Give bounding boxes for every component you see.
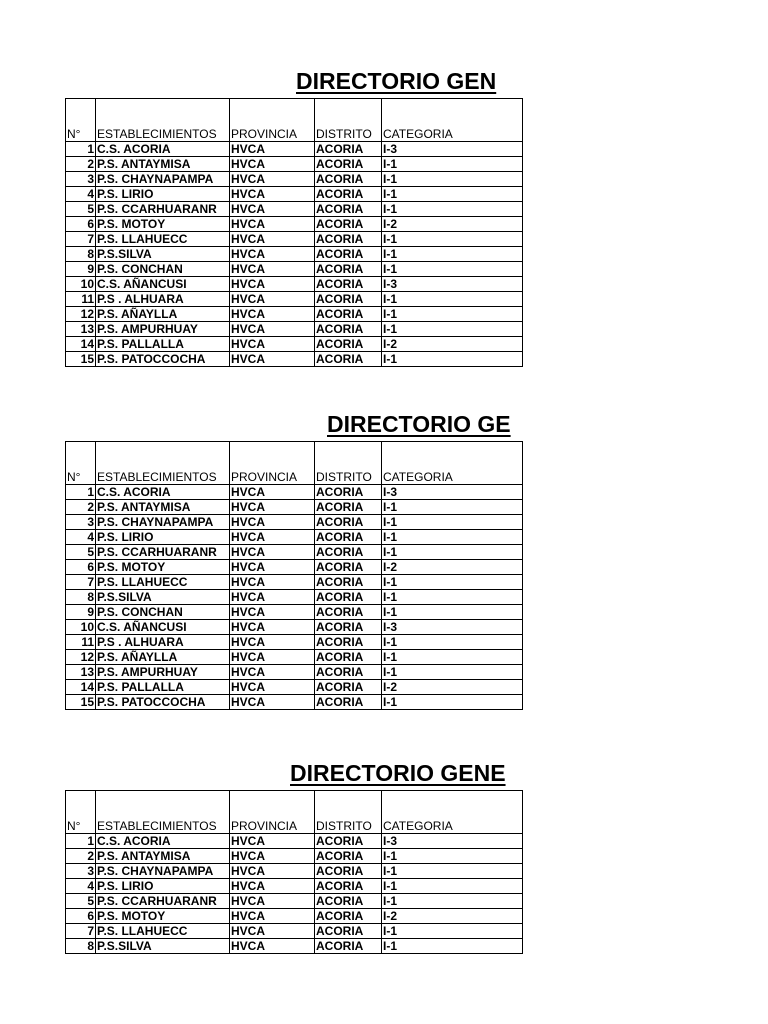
number-cell: 3 — [66, 864, 96, 879]
table-row — [66, 650, 523, 665]
directory-table — [65, 98, 523, 367]
header-number: N° — [66, 442, 96, 485]
category-cell: I-1 — [382, 292, 523, 307]
establishment-cell: P.S. ANTAYMISA — [96, 500, 230, 515]
section-title: DIRECTORIO GENE — [290, 760, 506, 786]
category-cell: I-1 — [382, 352, 523, 367]
province-cell: HVCA — [230, 894, 315, 909]
table-row — [66, 924, 523, 939]
province-cell: HVCA — [230, 172, 315, 187]
province-cell: HVCA — [230, 864, 315, 879]
establishment-cell: C.S. ACORIA — [96, 142, 230, 157]
number-cell: 11 — [66, 292, 96, 307]
province-cell: HVCA — [230, 680, 315, 695]
district-cell: ACORIA — [315, 575, 382, 590]
district-cell: ACORIA — [315, 590, 382, 605]
province-cell: HVCA — [230, 202, 315, 217]
establishment-cell: P.S. AÑAYLLA — [96, 307, 230, 322]
district-cell: ACORIA — [315, 217, 382, 232]
establishment-cell: P.S. PALLALLA — [96, 680, 230, 695]
table-row — [66, 894, 523, 909]
number-cell: 10 — [66, 620, 96, 635]
header-category: CATEGORIA — [382, 99, 523, 142]
province-cell: HVCA — [230, 307, 315, 322]
number-cell: 6 — [66, 909, 96, 924]
category-cell: I-1 — [382, 605, 523, 620]
province-cell: HVCA — [230, 515, 315, 530]
number-cell: 13 — [66, 322, 96, 337]
category-cell: I-1 — [382, 187, 523, 202]
category-cell: I-2 — [382, 560, 523, 575]
establishment-cell: C.S. ACORIA — [96, 485, 230, 500]
establishment-cell: P.S. PALLALLA — [96, 337, 230, 352]
province-cell: HVCA — [230, 909, 315, 924]
number-cell: 4 — [66, 879, 96, 894]
number-cell: 1 — [66, 834, 96, 849]
establishment-cell: P.S. ANTAYMISA — [96, 157, 230, 172]
table-header-row — [66, 791, 523, 834]
header-establishments: ESTABLECIMIENTOS — [96, 99, 230, 142]
establishment-cell: P.S.SILVA — [96, 590, 230, 605]
header-district: DISTRITO — [315, 99, 382, 142]
number-cell: 3 — [66, 515, 96, 530]
category-cell: I-1 — [382, 939, 523, 954]
category-cell: I-3 — [382, 620, 523, 635]
number-cell: 7 — [66, 575, 96, 590]
number-cell: 9 — [66, 262, 96, 277]
number-cell: 2 — [66, 500, 96, 515]
district-cell: ACORIA — [315, 202, 382, 217]
table-row — [66, 247, 523, 262]
category-cell: I-1 — [382, 545, 523, 560]
table-row — [66, 864, 523, 879]
province-cell: HVCA — [230, 247, 315, 262]
district-cell: ACORIA — [315, 187, 382, 202]
establishment-cell: P.S. PATOCCOCHA — [96, 352, 230, 367]
establishment-cell: P.S. MOTOY — [96, 217, 230, 232]
district-cell: ACORIA — [315, 650, 382, 665]
establishment-cell: P.S.SILVA — [96, 247, 230, 262]
category-cell: I-2 — [382, 680, 523, 695]
establishment-cell: P.S. LLAHUECC — [96, 232, 230, 247]
district-cell: ACORIA — [315, 635, 382, 650]
directory-section-3 — [65, 760, 522, 954]
number-cell: 4 — [66, 187, 96, 202]
district-cell: ACORIA — [315, 924, 382, 939]
establishment-cell: C.S. ACORIA — [96, 834, 230, 849]
district-cell: ACORIA — [315, 894, 382, 909]
district-cell: ACORIA — [315, 680, 382, 695]
table-row — [66, 879, 523, 894]
table-row — [66, 292, 523, 307]
table-row — [66, 560, 523, 575]
number-cell: 7 — [66, 232, 96, 247]
header-province: PROVINCIA — [230, 442, 315, 485]
number-cell: 14 — [66, 680, 96, 695]
number-cell: 2 — [66, 849, 96, 864]
table-row — [66, 620, 523, 635]
category-cell: I-1 — [382, 924, 523, 939]
province-cell: HVCA — [230, 322, 315, 337]
category-cell: I-1 — [382, 262, 523, 277]
district-cell: ACORIA — [315, 307, 382, 322]
establishment-cell: P.S . ALHUARA — [96, 292, 230, 307]
number-cell: 11 — [66, 635, 96, 650]
table-row — [66, 337, 523, 352]
district-cell: ACORIA — [315, 232, 382, 247]
category-cell: I-1 — [382, 590, 523, 605]
province-cell: HVCA — [230, 849, 315, 864]
table-row — [66, 352, 523, 367]
province-cell: HVCA — [230, 352, 315, 367]
establishment-cell: P.S. ANTAYMISA — [96, 849, 230, 864]
section-title-wrap — [65, 411, 522, 441]
province-cell: HVCA — [230, 500, 315, 515]
province-cell: HVCA — [230, 337, 315, 352]
establishment-cell: P.S. CHAYNAPAMPA — [96, 515, 230, 530]
category-cell: I-1 — [382, 515, 523, 530]
header-establishments: ESTABLECIMIENTOS — [96, 442, 230, 485]
category-cell: I-3 — [382, 142, 523, 157]
establishment-cell: C.S. AÑANCUSI — [96, 620, 230, 635]
establishment-cell: P.S. CCARHUARANR — [96, 894, 230, 909]
table-row — [66, 590, 523, 605]
establishment-cell: P.S. LIRIO — [96, 879, 230, 894]
table-row — [66, 202, 523, 217]
category-cell: I-1 — [382, 307, 523, 322]
district-cell: ACORIA — [315, 262, 382, 277]
table-row — [66, 909, 523, 924]
category-cell: I-2 — [382, 217, 523, 232]
category-cell: I-2 — [382, 337, 523, 352]
category-cell: I-1 — [382, 635, 523, 650]
district-cell: ACORIA — [315, 292, 382, 307]
header-province: PROVINCIA — [230, 99, 315, 142]
table-row — [66, 217, 523, 232]
establishment-cell: P.S. MOTOY — [96, 909, 230, 924]
establishment-cell: P.S. AMPURHUAY — [96, 322, 230, 337]
establishment-cell: P.S. PATOCCOCHA — [96, 695, 230, 710]
establishment-cell: P.S . ALHUARA — [96, 635, 230, 650]
table-row — [66, 834, 523, 849]
number-cell: 15 — [66, 352, 96, 367]
category-cell: I-1 — [382, 247, 523, 262]
category-cell: I-2 — [382, 909, 523, 924]
table-row — [66, 515, 523, 530]
establishment-cell: P.S. MOTOY — [96, 560, 230, 575]
category-cell: I-1 — [382, 575, 523, 590]
province-cell: HVCA — [230, 939, 315, 954]
province-cell: HVCA — [230, 292, 315, 307]
table-row — [66, 187, 523, 202]
number-cell: 6 — [66, 217, 96, 232]
directory-table — [65, 790, 523, 954]
number-cell: 13 — [66, 665, 96, 680]
category-cell: I-3 — [382, 834, 523, 849]
category-cell: I-1 — [382, 232, 523, 247]
table-row — [66, 939, 523, 954]
province-cell: HVCA — [230, 530, 315, 545]
number-cell: 1 — [66, 142, 96, 157]
category-cell: I-1 — [382, 322, 523, 337]
table-row — [66, 485, 523, 500]
province-cell: HVCA — [230, 262, 315, 277]
province-cell: HVCA — [230, 157, 315, 172]
header-category: CATEGORIA — [382, 442, 523, 485]
table-row — [66, 605, 523, 620]
number-cell: 10 — [66, 277, 96, 292]
district-cell: ACORIA — [315, 849, 382, 864]
section-title: DIRECTORIO GE — [327, 411, 511, 437]
table-row — [66, 680, 523, 695]
establishment-cell: P.S. LLAHUECC — [96, 575, 230, 590]
establishment-cell: P.S. CHAYNAPAMPA — [96, 172, 230, 187]
district-cell: ACORIA — [315, 352, 382, 367]
district-cell: ACORIA — [315, 172, 382, 187]
category-cell: I-1 — [382, 864, 523, 879]
table-row — [66, 277, 523, 292]
province-cell: HVCA — [230, 834, 315, 849]
number-cell: 6 — [66, 560, 96, 575]
establishment-cell: P.S. CHAYNAPAMPA — [96, 864, 230, 879]
province-cell: HVCA — [230, 605, 315, 620]
district-cell: ACORIA — [315, 909, 382, 924]
number-cell: 7 — [66, 924, 96, 939]
number-cell: 9 — [66, 605, 96, 620]
establishment-cell: C.S. AÑANCUSI — [96, 277, 230, 292]
district-cell: ACORIA — [315, 695, 382, 710]
district-cell: ACORIA — [315, 939, 382, 954]
province-cell: HVCA — [230, 924, 315, 939]
number-cell: 2 — [66, 157, 96, 172]
province-cell: HVCA — [230, 575, 315, 590]
province-cell: HVCA — [230, 695, 315, 710]
establishment-cell: P.S.SILVA — [96, 939, 230, 954]
establishment-cell: P.S. CCARHUARANR — [96, 202, 230, 217]
table-row — [66, 142, 523, 157]
header-number: N° — [66, 791, 96, 834]
province-cell: HVCA — [230, 485, 315, 500]
number-cell: 15 — [66, 695, 96, 710]
province-cell: HVCA — [230, 620, 315, 635]
section-title-wrap — [65, 760, 522, 790]
directory-section-1 — [65, 68, 522, 367]
table-header-row — [66, 99, 523, 142]
category-cell: I-1 — [382, 879, 523, 894]
number-cell: 8 — [66, 590, 96, 605]
category-cell: I-1 — [382, 530, 523, 545]
province-cell: HVCA — [230, 650, 315, 665]
table-row — [66, 500, 523, 515]
establishment-cell: P.S. LLAHUECC — [96, 924, 230, 939]
table-row — [66, 530, 523, 545]
province-cell: HVCA — [230, 232, 315, 247]
district-cell: ACORIA — [315, 500, 382, 515]
header-number: N° — [66, 99, 96, 142]
number-cell: 5 — [66, 894, 96, 909]
district-cell: ACORIA — [315, 560, 382, 575]
district-cell: ACORIA — [315, 485, 382, 500]
province-cell: HVCA — [230, 635, 315, 650]
category-cell: I-1 — [382, 202, 523, 217]
district-cell: ACORIA — [315, 665, 382, 680]
province-cell: HVCA — [230, 277, 315, 292]
category-cell: I-1 — [382, 695, 523, 710]
category-cell: I-3 — [382, 277, 523, 292]
province-cell: HVCA — [230, 879, 315, 894]
table-row — [66, 665, 523, 680]
establishment-cell: P.S. CONCHAN — [96, 605, 230, 620]
number-cell: 3 — [66, 172, 96, 187]
number-cell: 12 — [66, 307, 96, 322]
number-cell: 12 — [66, 650, 96, 665]
district-cell: ACORIA — [315, 277, 382, 292]
directory-table — [65, 441, 523, 710]
district-cell: ACORIA — [315, 530, 382, 545]
category-cell: I-1 — [382, 849, 523, 864]
section-title-wrap — [65, 68, 522, 98]
district-cell: ACORIA — [315, 834, 382, 849]
category-cell: I-1 — [382, 665, 523, 680]
province-cell: HVCA — [230, 560, 315, 575]
establishment-cell: P.S. LIRIO — [96, 530, 230, 545]
table-row — [66, 322, 523, 337]
number-cell: 8 — [66, 939, 96, 954]
establishment-cell: P.S. AMPURHUAY — [96, 665, 230, 680]
establishment-cell: P.S. LIRIO — [96, 187, 230, 202]
number-cell: 5 — [66, 545, 96, 560]
header-district: DISTRITO — [315, 442, 382, 485]
province-cell: HVCA — [230, 187, 315, 202]
category-cell: I-1 — [382, 157, 523, 172]
category-cell: I-1 — [382, 500, 523, 515]
header-category: CATEGORIA — [382, 791, 523, 834]
number-cell: 8 — [66, 247, 96, 262]
number-cell: 14 — [66, 337, 96, 352]
district-cell: ACORIA — [315, 142, 382, 157]
header-district: DISTRITO — [315, 791, 382, 834]
district-cell: ACORIA — [315, 515, 382, 530]
province-cell: HVCA — [230, 590, 315, 605]
number-cell: 1 — [66, 485, 96, 500]
table-row — [66, 157, 523, 172]
table-row — [66, 695, 523, 710]
category-cell: I-3 — [382, 485, 523, 500]
district-cell: ACORIA — [315, 337, 382, 352]
category-cell: I-1 — [382, 650, 523, 665]
table-row — [66, 545, 523, 560]
district-cell: ACORIA — [315, 322, 382, 337]
province-cell: HVCA — [230, 142, 315, 157]
district-cell: ACORIA — [315, 864, 382, 879]
district-cell: ACORIA — [315, 545, 382, 560]
establishment-cell: P.S. CCARHUARANR — [96, 545, 230, 560]
number-cell: 5 — [66, 202, 96, 217]
header-province: PROVINCIA — [230, 791, 315, 834]
district-cell: ACORIA — [315, 620, 382, 635]
header-establishments: ESTABLECIMIENTOS — [96, 791, 230, 834]
province-cell: HVCA — [230, 665, 315, 680]
table-row — [66, 635, 523, 650]
district-cell: ACORIA — [315, 247, 382, 262]
establishment-cell: P.S. AÑAYLLA — [96, 650, 230, 665]
section-title: DIRECTORIO GEN — [296, 68, 497, 94]
category-cell: I-1 — [382, 172, 523, 187]
province-cell: HVCA — [230, 217, 315, 232]
directory-section-2 — [65, 411, 522, 710]
province-cell: HVCA — [230, 545, 315, 560]
table-row — [66, 849, 523, 864]
table-row — [66, 262, 523, 277]
category-cell: I-1 — [382, 894, 523, 909]
table-row — [66, 307, 523, 322]
table-row — [66, 172, 523, 187]
table-row — [66, 232, 523, 247]
district-cell: ACORIA — [315, 605, 382, 620]
number-cell: 4 — [66, 530, 96, 545]
district-cell: ACORIA — [315, 879, 382, 894]
table-header-row — [66, 442, 523, 485]
establishment-cell: P.S. CONCHAN — [96, 262, 230, 277]
table-row — [66, 575, 523, 590]
district-cell: ACORIA — [315, 157, 382, 172]
